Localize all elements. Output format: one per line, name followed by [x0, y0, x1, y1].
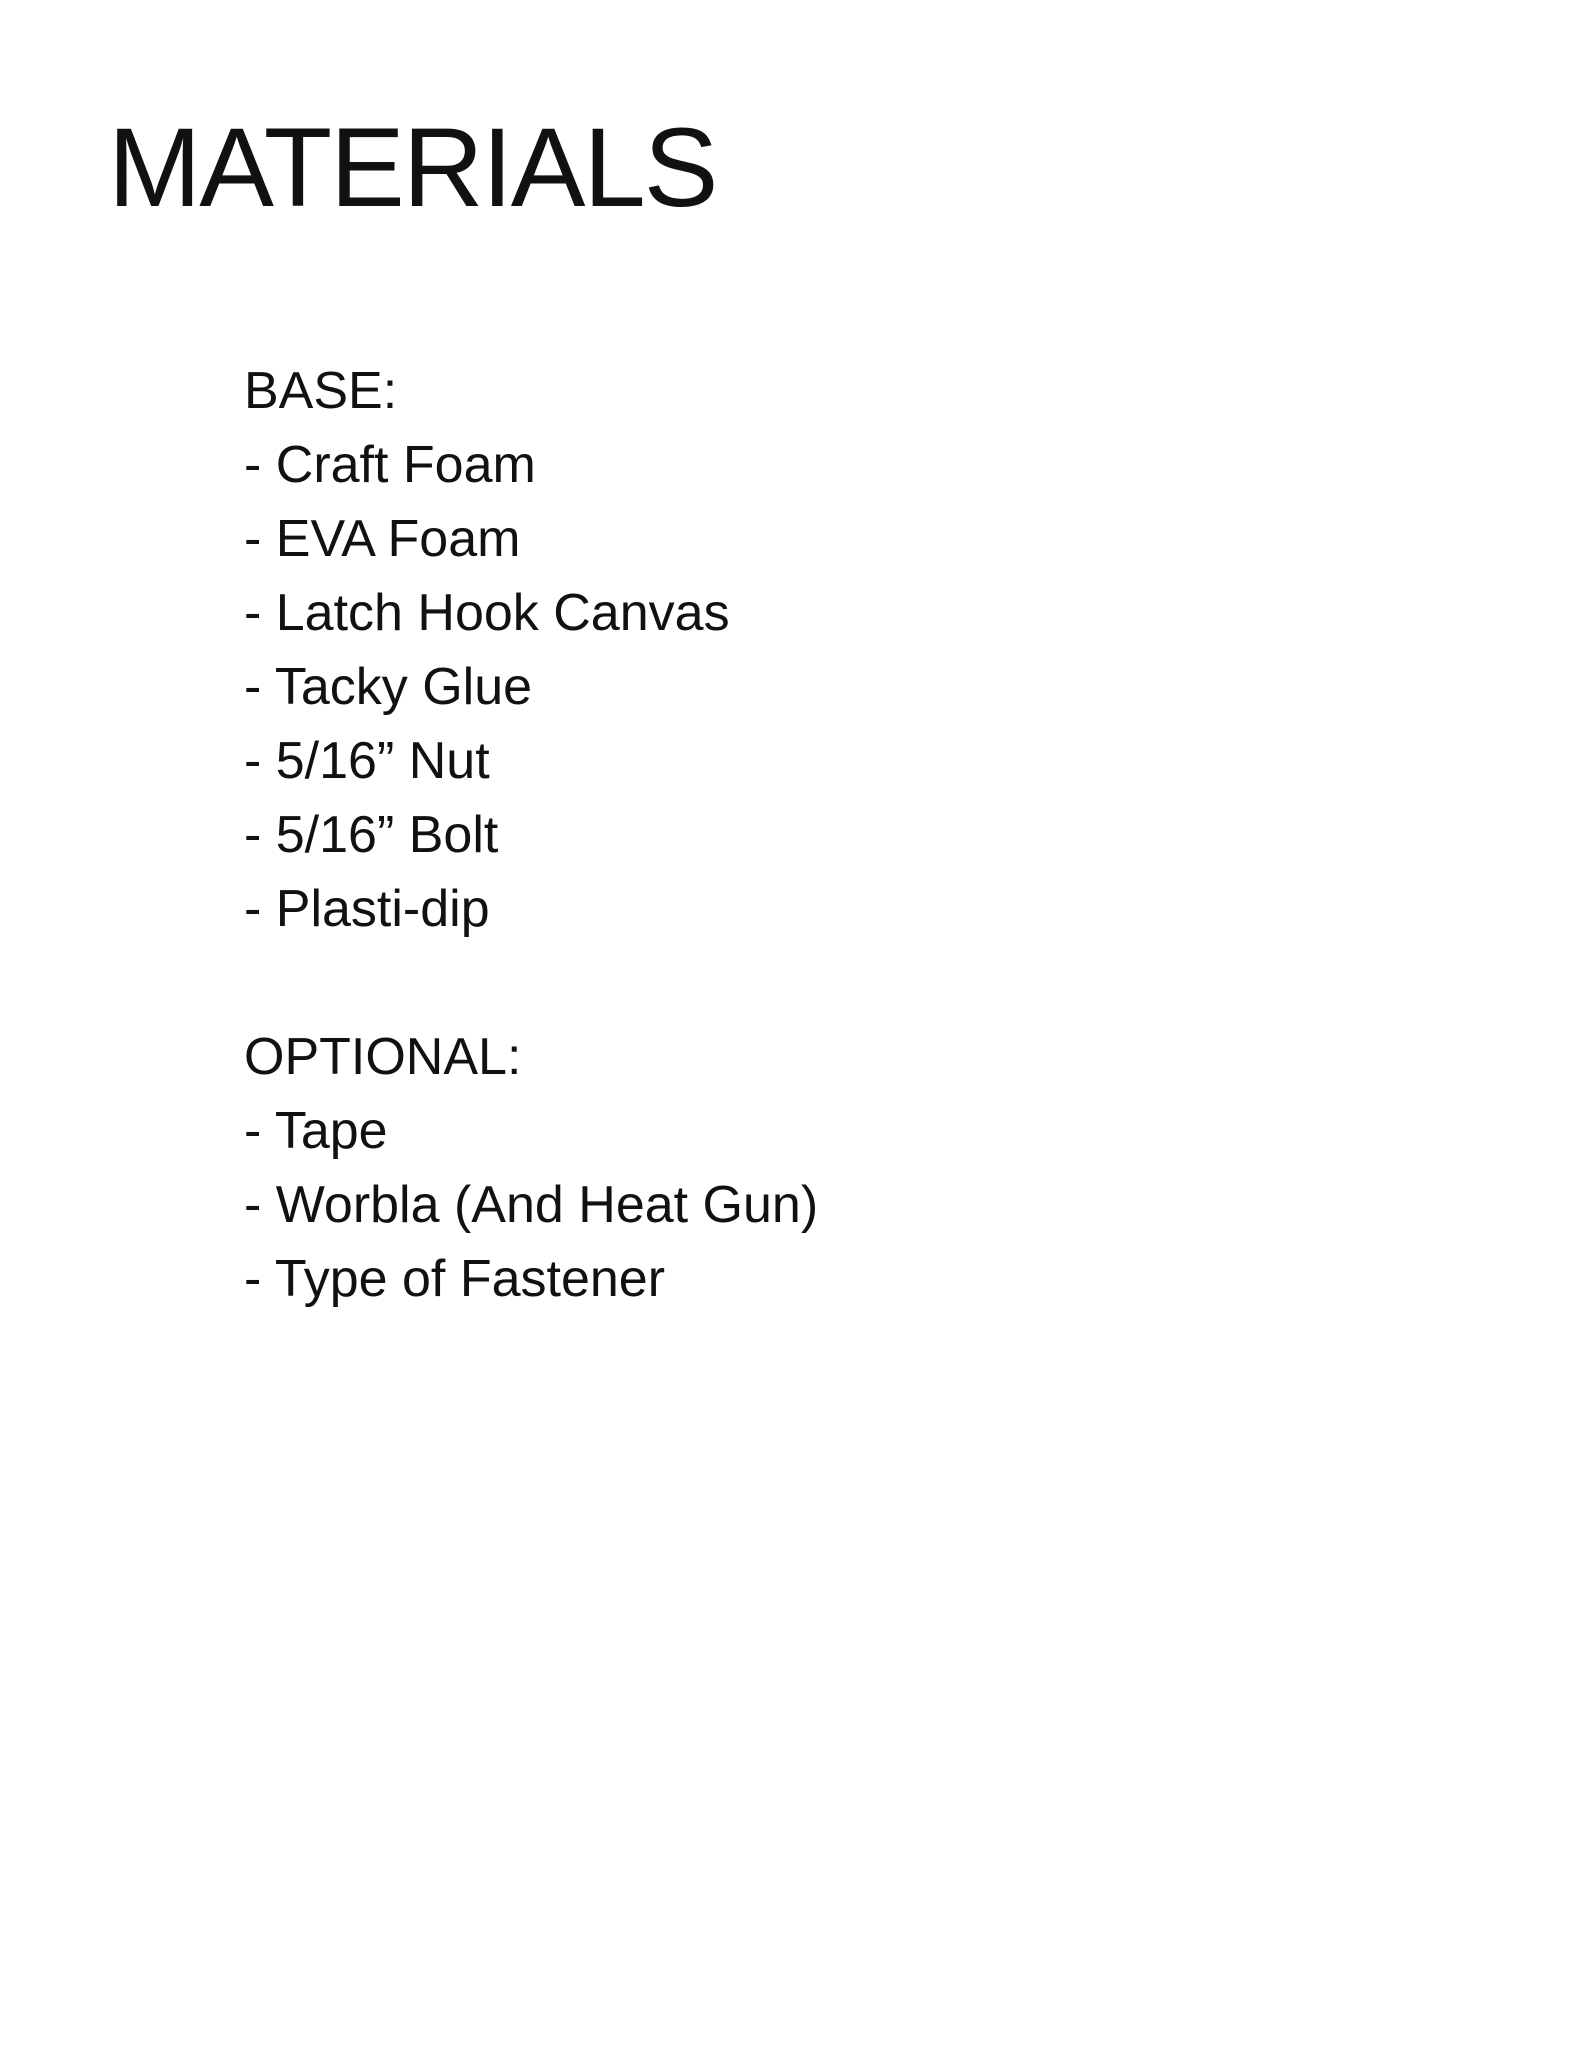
list-item: - Worbla (And Heat Gun): [244, 1176, 819, 1234]
list-item: - Plasti-dip: [244, 880, 490, 938]
list-item: - Tacky Glue: [244, 658, 533, 716]
list-item: - EVA Foam: [244, 510, 521, 568]
list-item: - Type of Fastener: [244, 1250, 666, 1308]
section-heading-optional: OPTIONAL:: [244, 1028, 522, 1086]
list-item: - Latch Hook Canvas: [244, 584, 730, 642]
page-title: MATERIALS: [108, 105, 717, 230]
list-item: - 5/16” Bolt: [244, 806, 499, 864]
optional-materials-section: [244, 1020, 1344, 1316]
section-heading-base: BASE:: [244, 362, 398, 420]
base-materials-section: [244, 354, 1344, 946]
list-item: - 5/16” Nut: [244, 732, 490, 790]
list-item: - Tape: [244, 1102, 388, 1160]
list-item: - Craft Foam: [244, 436, 536, 494]
